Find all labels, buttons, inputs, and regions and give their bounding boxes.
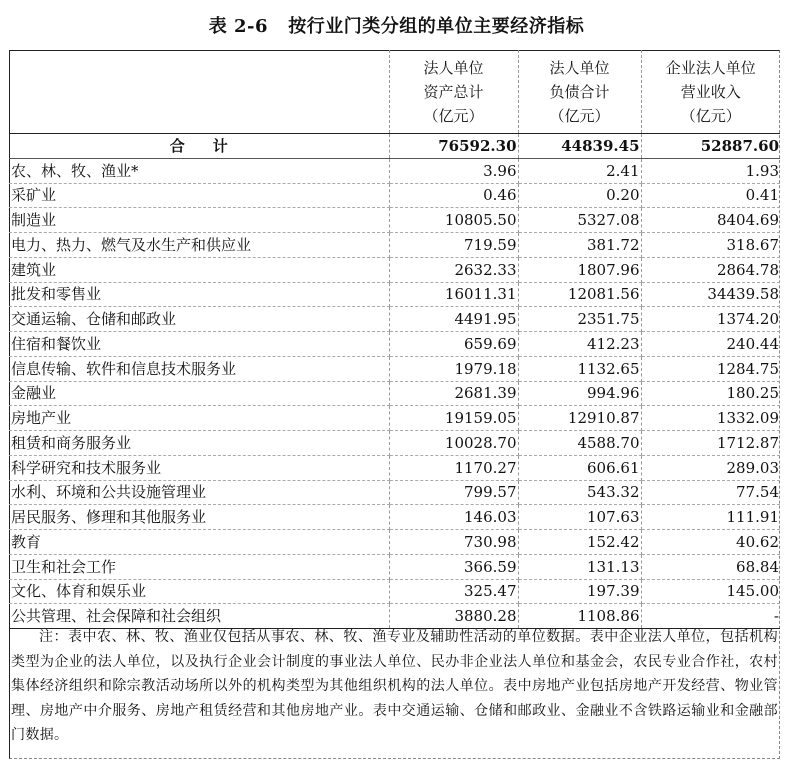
revenue-cell: 77.54 — [641, 480, 780, 505]
table-row — [9, 480, 780, 505]
table-row — [9, 455, 780, 480]
header-line: （亿元） — [549, 106, 610, 125]
liabilities-cell: 606.61 — [518, 455, 641, 480]
table-row — [9, 554, 780, 579]
industry-cell: 农、林、牧、渔业* — [9, 158, 389, 183]
header-line: 负债合计 — [549, 82, 610, 101]
assets-cell: 0.46 — [389, 183, 518, 208]
liabilities-cell: 412.23 — [518, 332, 641, 357]
revenue-cell: 1.93 — [641, 158, 780, 183]
industry-cell: 信息传输、软件和信息技术服务业 — [9, 356, 389, 381]
liabilities-cell: 994.96 — [518, 381, 641, 406]
revenue-cell: 111.91 — [641, 505, 780, 530]
industry-cell: 交通运输、仓储和邮政业 — [9, 307, 389, 332]
liabilities-cell: 381.72 — [518, 233, 641, 258]
header-line: （亿元） — [423, 106, 484, 125]
assets-cell: 719.59 — [389, 233, 518, 258]
header-line: 资产总计 — [423, 82, 484, 101]
revenue-cell: 1284.75 — [641, 356, 780, 381]
table-row — [9, 431, 780, 456]
revenue-cell: 34439.58 — [641, 282, 780, 307]
liabilities-cell: 4588.70 — [518, 431, 641, 456]
total-row — [9, 134, 780, 159]
revenue-cell: 1374.20 — [641, 307, 780, 332]
table-row — [9, 257, 780, 282]
assets-cell: 10805.50 — [389, 208, 518, 233]
assets-cell: 146.03 — [389, 505, 518, 530]
table-row — [9, 579, 780, 604]
assets-cell: 325.47 — [389, 579, 518, 604]
assets-cell: 366.59 — [389, 554, 518, 579]
table-row — [9, 158, 780, 183]
revenue-cell: 2864.78 — [641, 257, 780, 282]
industry-cell: 租赁和商务服务业 — [9, 431, 389, 456]
industry-cell: 教育 — [9, 530, 389, 555]
revenue-cell: - — [641, 604, 780, 629]
data-table — [9, 50, 780, 629]
assets-cell: 3880.28 — [389, 604, 518, 629]
table-row — [9, 233, 780, 258]
assets-cell: 799.57 — [389, 480, 518, 505]
assets-cell: 10028.70 — [389, 431, 518, 456]
header-revenue — [641, 50, 780, 134]
header-line: 法人单位 — [549, 58, 610, 77]
revenue-cell: 1332.09 — [641, 406, 780, 431]
industry-cell: 科学研究和技术服务业 — [9, 455, 389, 480]
liabilities-cell: 107.63 — [518, 505, 641, 530]
liabilities-cell: 1132.65 — [518, 356, 641, 381]
liabilities-cell: 2351.75 — [518, 307, 641, 332]
assets-cell: 4491.95 — [389, 307, 518, 332]
assets-cell: 76592.30 — [389, 134, 518, 159]
table-row — [9, 208, 780, 233]
revenue-cell: 145.00 — [641, 579, 780, 604]
revenue-cell: 1712.87 — [641, 431, 780, 456]
industry-cell: 居民服务、修理和其他服务业 — [9, 505, 389, 530]
header-line: 企业法人单位 — [665, 58, 756, 77]
industry-cell: 批发和零售业 — [9, 282, 389, 307]
liabilities-cell: 197.39 — [518, 579, 641, 604]
liabilities-cell: 131.13 — [518, 554, 641, 579]
liabilities-cell: 12081.56 — [518, 282, 641, 307]
industry-cell: 卫生和社会工作 — [9, 554, 389, 579]
header-liabilities — [518, 50, 641, 134]
assets-cell: 659.69 — [389, 332, 518, 357]
assets-cell: 1979.18 — [389, 356, 518, 381]
industry-cell: 文化、体育和娱乐业 — [9, 579, 389, 604]
industry-cell: 电力、热力、燃气及水生产和供应业 — [9, 233, 389, 258]
industry-cell: 制造业 — [9, 208, 389, 233]
table-row — [9, 307, 780, 332]
liabilities-cell: 1108.86 — [518, 604, 641, 629]
liabilities-cell: 1807.96 — [518, 257, 641, 282]
table-row — [9, 183, 780, 208]
industry-cell: 住宿和餐饮业 — [9, 332, 389, 357]
header-line: 法人单位 — [423, 58, 484, 77]
industry-cell: 建筑业 — [9, 257, 389, 282]
industry-cell: 采矿业 — [9, 183, 389, 208]
liabilities-cell: 12910.87 — [518, 406, 641, 431]
page-title: 表 2-6 按行业门类分组的单位主要经济指标 — [208, 16, 585, 37]
revenue-cell: 52887.60 — [641, 134, 780, 159]
table-row — [9, 332, 780, 357]
table-row — [9, 282, 780, 307]
table-row — [9, 505, 780, 530]
header-row — [9, 50, 780, 134]
industry-cell: 合计 — [9, 134, 389, 159]
assets-cell: 1170.27 — [389, 455, 518, 480]
revenue-cell: 240.44 — [641, 332, 780, 357]
revenue-cell: 289.03 — [641, 455, 780, 480]
header-industry — [9, 50, 389, 134]
industry-cell: 金融业 — [9, 381, 389, 406]
table-row — [9, 381, 780, 406]
table-body — [9, 134, 780, 629]
industry-cell: 房地产业 — [9, 406, 389, 431]
industry-cell: 公共管理、社会保障和社会组织 — [9, 604, 389, 629]
revenue-cell: 0.41 — [641, 183, 780, 208]
header-line: （亿元） — [680, 106, 741, 125]
liabilities-cell: 543.32 — [518, 480, 641, 505]
liabilities-cell: 2.41 — [518, 158, 641, 183]
header-line: 营业收入 — [680, 82, 741, 101]
revenue-cell: 68.84 — [641, 554, 780, 579]
industry-cell: 水利、环境和公共设施管理业 — [9, 480, 389, 505]
table-note: 注：表中农、林、牧、渔业仅包括从事农、林、牧、渔专业及辅助性活动的单位数据。表中企业法人单位，包括机构类型为企业的法人单位，以及执行企业会计制度的事业法人单位、民办非企业法人单位和基金会，农民专业合作社，农村集体经济组织和除宗教活动场所以外的机构类型为其他组织机构的法人单位。表中房地产业包括房地产开发经营、物业管理、房地产中介服务、房地产租赁经营和其他房地产业。表中交通运输、仓储和邮政业、金融业不含铁路运输业和金融部门数据。 — [11, 629, 778, 744]
revenue-cell: 40.62 — [641, 530, 780, 555]
assets-cell: 2632.33 — [389, 257, 518, 282]
table-row — [9, 406, 780, 431]
liabilities-cell: 44839.45 — [518, 134, 641, 159]
assets-cell: 2681.39 — [389, 381, 518, 406]
header-assets — [389, 50, 518, 134]
revenue-cell: 180.25 — [641, 381, 780, 406]
liabilities-cell: 152.42 — [518, 530, 641, 555]
table-row — [9, 356, 780, 381]
liabilities-cell: 5327.08 — [518, 208, 641, 233]
assets-cell: 3.96 — [389, 158, 518, 183]
assets-cell: 19159.05 — [389, 406, 518, 431]
assets-cell: 730.98 — [389, 530, 518, 555]
revenue-cell: 318.67 — [641, 233, 780, 258]
assets-cell: 16011.31 — [389, 282, 518, 307]
revenue-cell: 8404.69 — [641, 208, 780, 233]
table-row — [9, 530, 780, 555]
liabilities-cell: 0.20 — [518, 183, 641, 208]
